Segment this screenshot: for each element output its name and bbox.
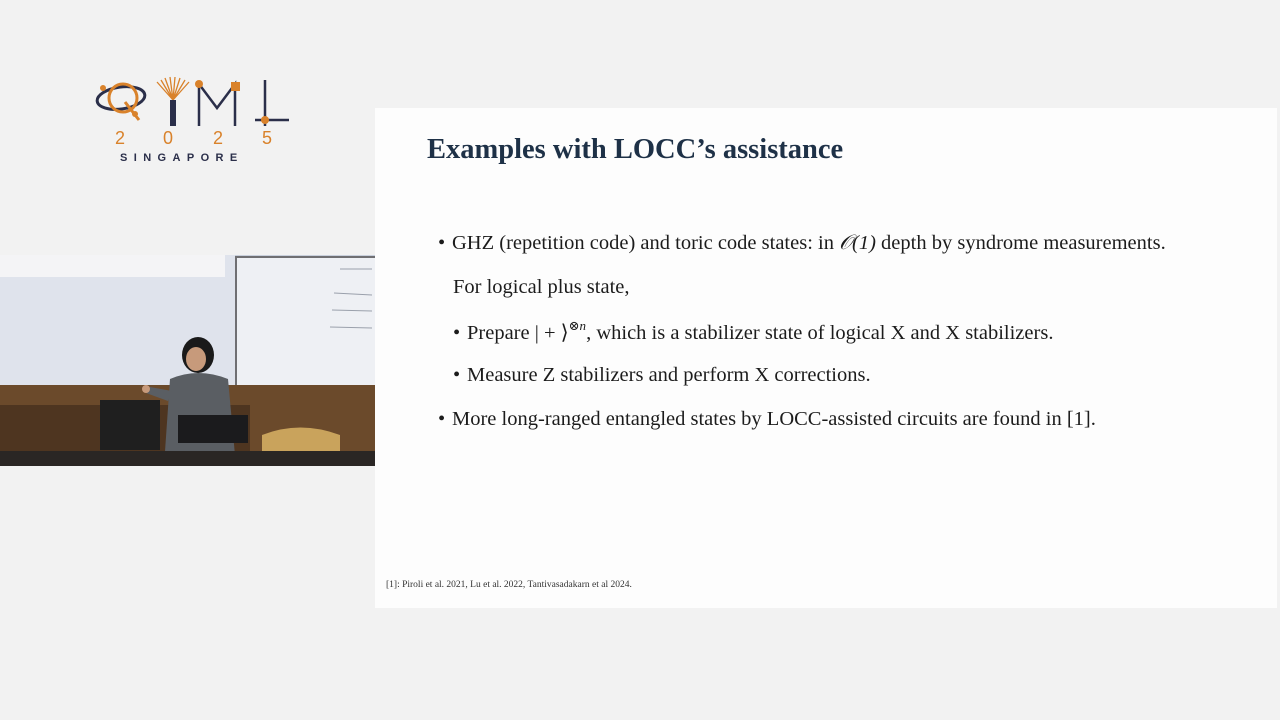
conference-logo <box>95 76 295 168</box>
slide <box>375 108 1277 608</box>
bullet-marker: • <box>453 364 461 386</box>
logo-year-digit: 0 <box>163 128 174 148</box>
speaker-video <box>0 255 376 466</box>
measure-text: Measure Z stabilizers and perform X corrections. <box>467 364 871 386</box>
logo-year-digit: 2 <box>115 128 126 148</box>
bullet-marker: • <box>438 232 446 254</box>
logo-city: SINGAPORE <box>120 152 244 164</box>
prepare-text: Prepare <box>467 322 535 344</box>
bullet-ghz-toric <box>438 232 1166 255</box>
prepare-text-rest: , which is a stabilizer state of logical X and X stabilizers. <box>586 322 1054 344</box>
logo-year <box>95 128 275 150</box>
logo-year-digit: 2 <box>213 128 224 148</box>
bullet-long-range <box>438 408 1096 431</box>
bullet-marker: • <box>453 322 461 344</box>
big-o-notation: 𝒪(1) <box>839 232 876 254</box>
tensor-power: ⊗n <box>568 318 587 333</box>
ket-plus: | + ⟩ <box>534 322 569 344</box>
slide-title: Examples with LOCC’s assistance <box>427 134 844 165</box>
slide-footnote: [1]: Piroli et al. 2021, Lu et al. 2022, Tantivasadakarn et al 2024. <box>386 580 632 590</box>
sub-bullet-measure <box>453 364 871 387</box>
sub-bullet-prepare <box>453 320 1053 345</box>
logo-year-digit: 5 <box>262 128 273 148</box>
speaker-video-frame <box>0 255 376 466</box>
bullet-text-rest: depth by syndrome measurements. <box>875 232 1166 254</box>
bullet-marker: • <box>438 408 446 430</box>
long-range-text: More long-ranged entangled states by LOCC-assisted circuits are found in [1]. <box>452 408 1096 430</box>
qtml-logo-graphic <box>95 76 295 132</box>
logical-plus-intro: For logical plus state, <box>453 276 630 298</box>
bullet-text: GHZ (repetition code) and toric code states: in <box>452 232 840 254</box>
